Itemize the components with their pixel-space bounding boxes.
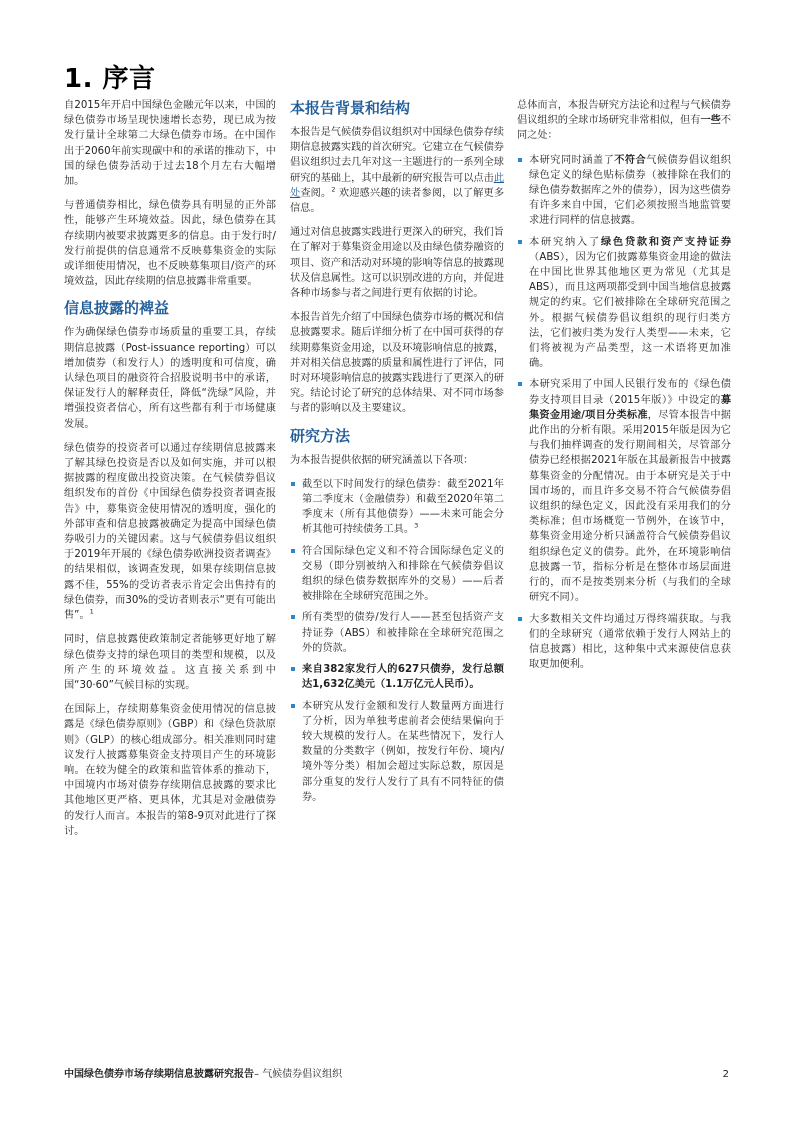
- benefits-paragraph-3: 同时，信息披露使政策制定者能够更好地了解绿色债券支持的绿色项目的类型和规模，以及所产生的环境效益。这直接关系到中国“30·60”气候目标的实现。: [64, 634, 276, 691]
- heading-disclosure-benefits: 信息披露的裨益: [64, 299, 170, 318]
- difference-bullet-4: 大多数相关文件均通过万得终端获取。与我们的全球研究（通常依赖于发行人网站上的信息披露）相比，这种集中式来源使信息获取更加便利。: [517, 612, 731, 673]
- difference-bullet-1: [517, 153, 731, 229]
- background-paragraph-3: 本报告首先介绍了中国绿色债券市场的概况和信息披露要求。随后详细分析了在中国可获得的存续期募集资金用途，以及环境影响信息的披露，并对相关信息披露的质量和属性进行了评估，同时对环境影响信息的披露实践进行了更深入的研究。结论讨论了研究的总体结果、对不同市场参与者的影响以及主要建议。: [290, 312, 504, 415]
- column-3: [517, 98, 731, 678]
- footer-org: 气候债券倡议组织: [262, 1069, 343, 1080]
- difference-bullet-2-a: 本研究纳入了: [529, 236, 601, 248]
- background-paragraph-1: [290, 125, 504, 216]
- difference-bullet-1-b: 气候债券倡议组织绿色定义的绿色贴标债券（被排除在我们的绿色债券数据库之外的债券），因为这些债券有许多来自中国，它们必须按照当地监管要求进行同样的信息披露。: [529, 154, 731, 227]
- method-bullet-2: 符合国际绿色定义和不符合国际绿色定义的交易（即分别被纳入和排除在气候债券倡议组织的绿色债券数据库外的交易）——后者被排除在全球研究范围之外。: [290, 544, 504, 605]
- difference-bullet-1-a: 本研究同时涵盖了: [529, 154, 615, 166]
- method-bullet-1-text: 截至以下时间发行的绿色债券：截至2021年第二季度末（金融债券）和截至2020年第二季度末（所有其他债券）——未来可能会分析其他可持续债务工具。: [302, 478, 504, 536]
- method-bullet-3: 所有类型的债券/发行人——甚至包括资产支持证券（ABS）和被排除在全球研究范围之外的贷款。: [290, 610, 504, 656]
- differences-intro: [517, 98, 731, 144]
- background-paragraph-1-a: 本报告是气候债券倡议组织对中国绿色债券存续期信息披露实践的首次研究。它建立在气候债券倡议组织过去几年对这一主题进行的一系列全球研究的基础上，其中最新的研究报告可以点击: [290, 127, 504, 184]
- method-bullet-4-bold: 来自382家发行人的627只债券，发行总额达1,632亿美元（1.1万亿元人民币）。: [302, 664, 504, 691]
- difference-bullet-2-b: （ABS），因为它们披露募集资金用途的做法在中国比世界其他地区更为常见（尤其是ABS），而且这两项都受到中国当地信息披露规定的约束。它们被排除在全球研究范围之外。根据气候债券倡议组织的现行归类方法，它们被归类为发行人类型——未来，它们将被视为产品类型，这一术语将更加准确。: [529, 251, 731, 370]
- differences-intro-a: 总体而言，本报告研究方法论和过程与气候债券倡议组织的全球市场研究非常相似，但有: [517, 100, 731, 127]
- difference-bullet-3: [517, 377, 731, 605]
- difference-bullet-2: [517, 235, 731, 372]
- intro-paragraph-1: 自2015年开启中国绿色金融元年以来，中国的绿色债券市场呈现快速增长态势，现已成为按发行量计全球第二大绿色债券市场。在中国作出于2060年前实现碳中和的承诺的推动下，中国的绿色债券活动于过去18个月左右大幅增加。: [64, 100, 276, 188]
- differences-bullet-list: [517, 153, 731, 673]
- heading-research-method: 研究方法: [290, 426, 351, 445]
- column-2: [290, 98, 504, 811]
- method-bullet-1: [290, 477, 504, 538]
- benefits-paragraph-2-text: 绿色债券的投资者可以通过存续期信息披露来了解其绿色投资是否以及如何实施，并可以根据披露的程度做出投资决策。在气候债券倡议组织发布的首份《中国绿色债券投资者调查报告》中，募集资金使用情况的透明度，强化的外部审查和信息披露被确定为提高中国绿色债券吸引力的关键因素。这与气候债券倡议组织于2019年开展的《绿色债券欧洲投资者调查》的结果相似，该调查发现，如果存续期信息披露不佳，55%的受访者表示肯定会出售持有的绿色债券，而30%的受访者则表示“更有可能出售”。: [64, 442, 276, 622]
- page-footer: [64, 1068, 729, 1081]
- method-intro: 为本报告提供依据的研究涵盖以下各项：: [290, 454, 474, 466]
- column-1: [64, 98, 276, 848]
- difference-bullet-3-b: ，尽管本报告中据此作出的分析有限。采用2015年版是因为它与我们抽样调查的发行期间相关，尽管部分债券已经根据2021年版在其最新报告中披露募集资金的分配情况。由于本研究是关于中国市场的，而且许多交易不符合气候债券倡议组织的绿色定义，因此没有采用我们的分类标准；但市场概览一节例外，在该节中，募集资金用途分析只涵盖符合气候债券倡议组织绿色定义的债券。此外，在环境影响信息披露一节，指标分析是在整体市场层面进行的，而不是按类别来分析（与我们的全球研究不同）。: [529, 409, 731, 604]
- difference-bullet-3-bold: 募集资金用途/项目分类标准: [529, 394, 731, 421]
- footnote-ref-2: 2: [331, 185, 336, 194]
- differences-intro-bold: 一些: [700, 115, 721, 127]
- difference-bullet-2-bold: 绿色贷款和资产支持证券: [600, 236, 732, 248]
- footer-separator: –: [254, 1069, 263, 1080]
- intro-paragraph-2: 与普通债券相比，绿色债券具有明显的正外部性，能够产生环境效益。因此，绿色债券在其存续期内被要求披露更多的信息。由于发行时/发行前提供的信息通常不反映募集资金的实际或详细使用情况，也不反映募集项目/资产的环境效益，因此存续期的信息披露非常重要。: [64, 200, 276, 288]
- benefits-paragraph-4: 在国际上，存续期募集资金使用情况的信息披露是《绿色债券原则》（GBP）和《绿色贷款原则》（GLP）的核心组成部分。相关准则同时建议发行人披露募集资金支持项目产生的环境影响。在较为健全的政策和监管体系的推动下，中国境内市场对债券存续期信息披露的要求比其他地区更严格、更具体，尤其是对金融债券的发行人而言。本报告的第8-9页对此进行了探讨。: [64, 704, 276, 837]
- footer-report-title: 中国绿色债券市场存续期信息披露研究报告: [64, 1069, 254, 1080]
- background-paragraph-2: 通过对信息披露实践进行更深入的研究，我们旨在了解对于募集资金用途以及由绿色债券融资的项目、资产和活动对环境的影响等信息的披露现状及信息属性。这可以识别改进的方向，并促进各种市场参与者之间进行更有依据的讨论。: [290, 227, 504, 300]
- footnote-ref-3: 3: [414, 522, 419, 531]
- differences-intro-b: 不同之处：: [517, 115, 732, 142]
- difference-bullet-3-a: 本研究采用了中国人民银行发布的《绿色债券支持项目目录（2015年版）》中设定的: [529, 379, 731, 406]
- method-bullet-list: [290, 477, 504, 805]
- background-paragraph-1-c: 欢迎感兴趣的读者参阅，以了解更多信息。: [290, 187, 505, 215]
- benefits-paragraph-2: [64, 441, 276, 623]
- benefits-paragraph-1: 作为确保绿色债券市场质量的重要工具，存续期信息披露（Post-issuance reporting）可以增加债券（和发行人）的透明度和可信度，确认绿色项目的融资符合招股说明书中的承诺，保证发行人的解释责任，降低“洗绿”风险，并增强投资者信心，所有这些都有利于市场健康发展。: [64, 327, 276, 430]
- report-link[interactable]: 此处: [290, 172, 504, 199]
- page-number: 2: [722, 1069, 729, 1080]
- method-bullet-4: [290, 662, 504, 692]
- background-paragraph-1-b: 查阅。: [300, 187, 332, 199]
- method-bullet-5: 本研究从发行金额和发行人数量两方面进行了分析，因为单独考虑前者会使结果偏向于较大规模的发行人。在某些情况下，发行人数量的分类数字（例如，按发行年份、境内/境外等分类）相加会超过实际总数，原因是部分重复的发行人发行了具有不同特征的债券。: [290, 699, 504, 805]
- page-title: 1. 序言: [64, 64, 156, 94]
- heading-report-background: 本报告背景和结构: [290, 99, 411, 117]
- footnote-ref-1: 1: [89, 607, 94, 616]
- difference-bullet-1-bold: 不符合: [614, 154, 647, 166]
